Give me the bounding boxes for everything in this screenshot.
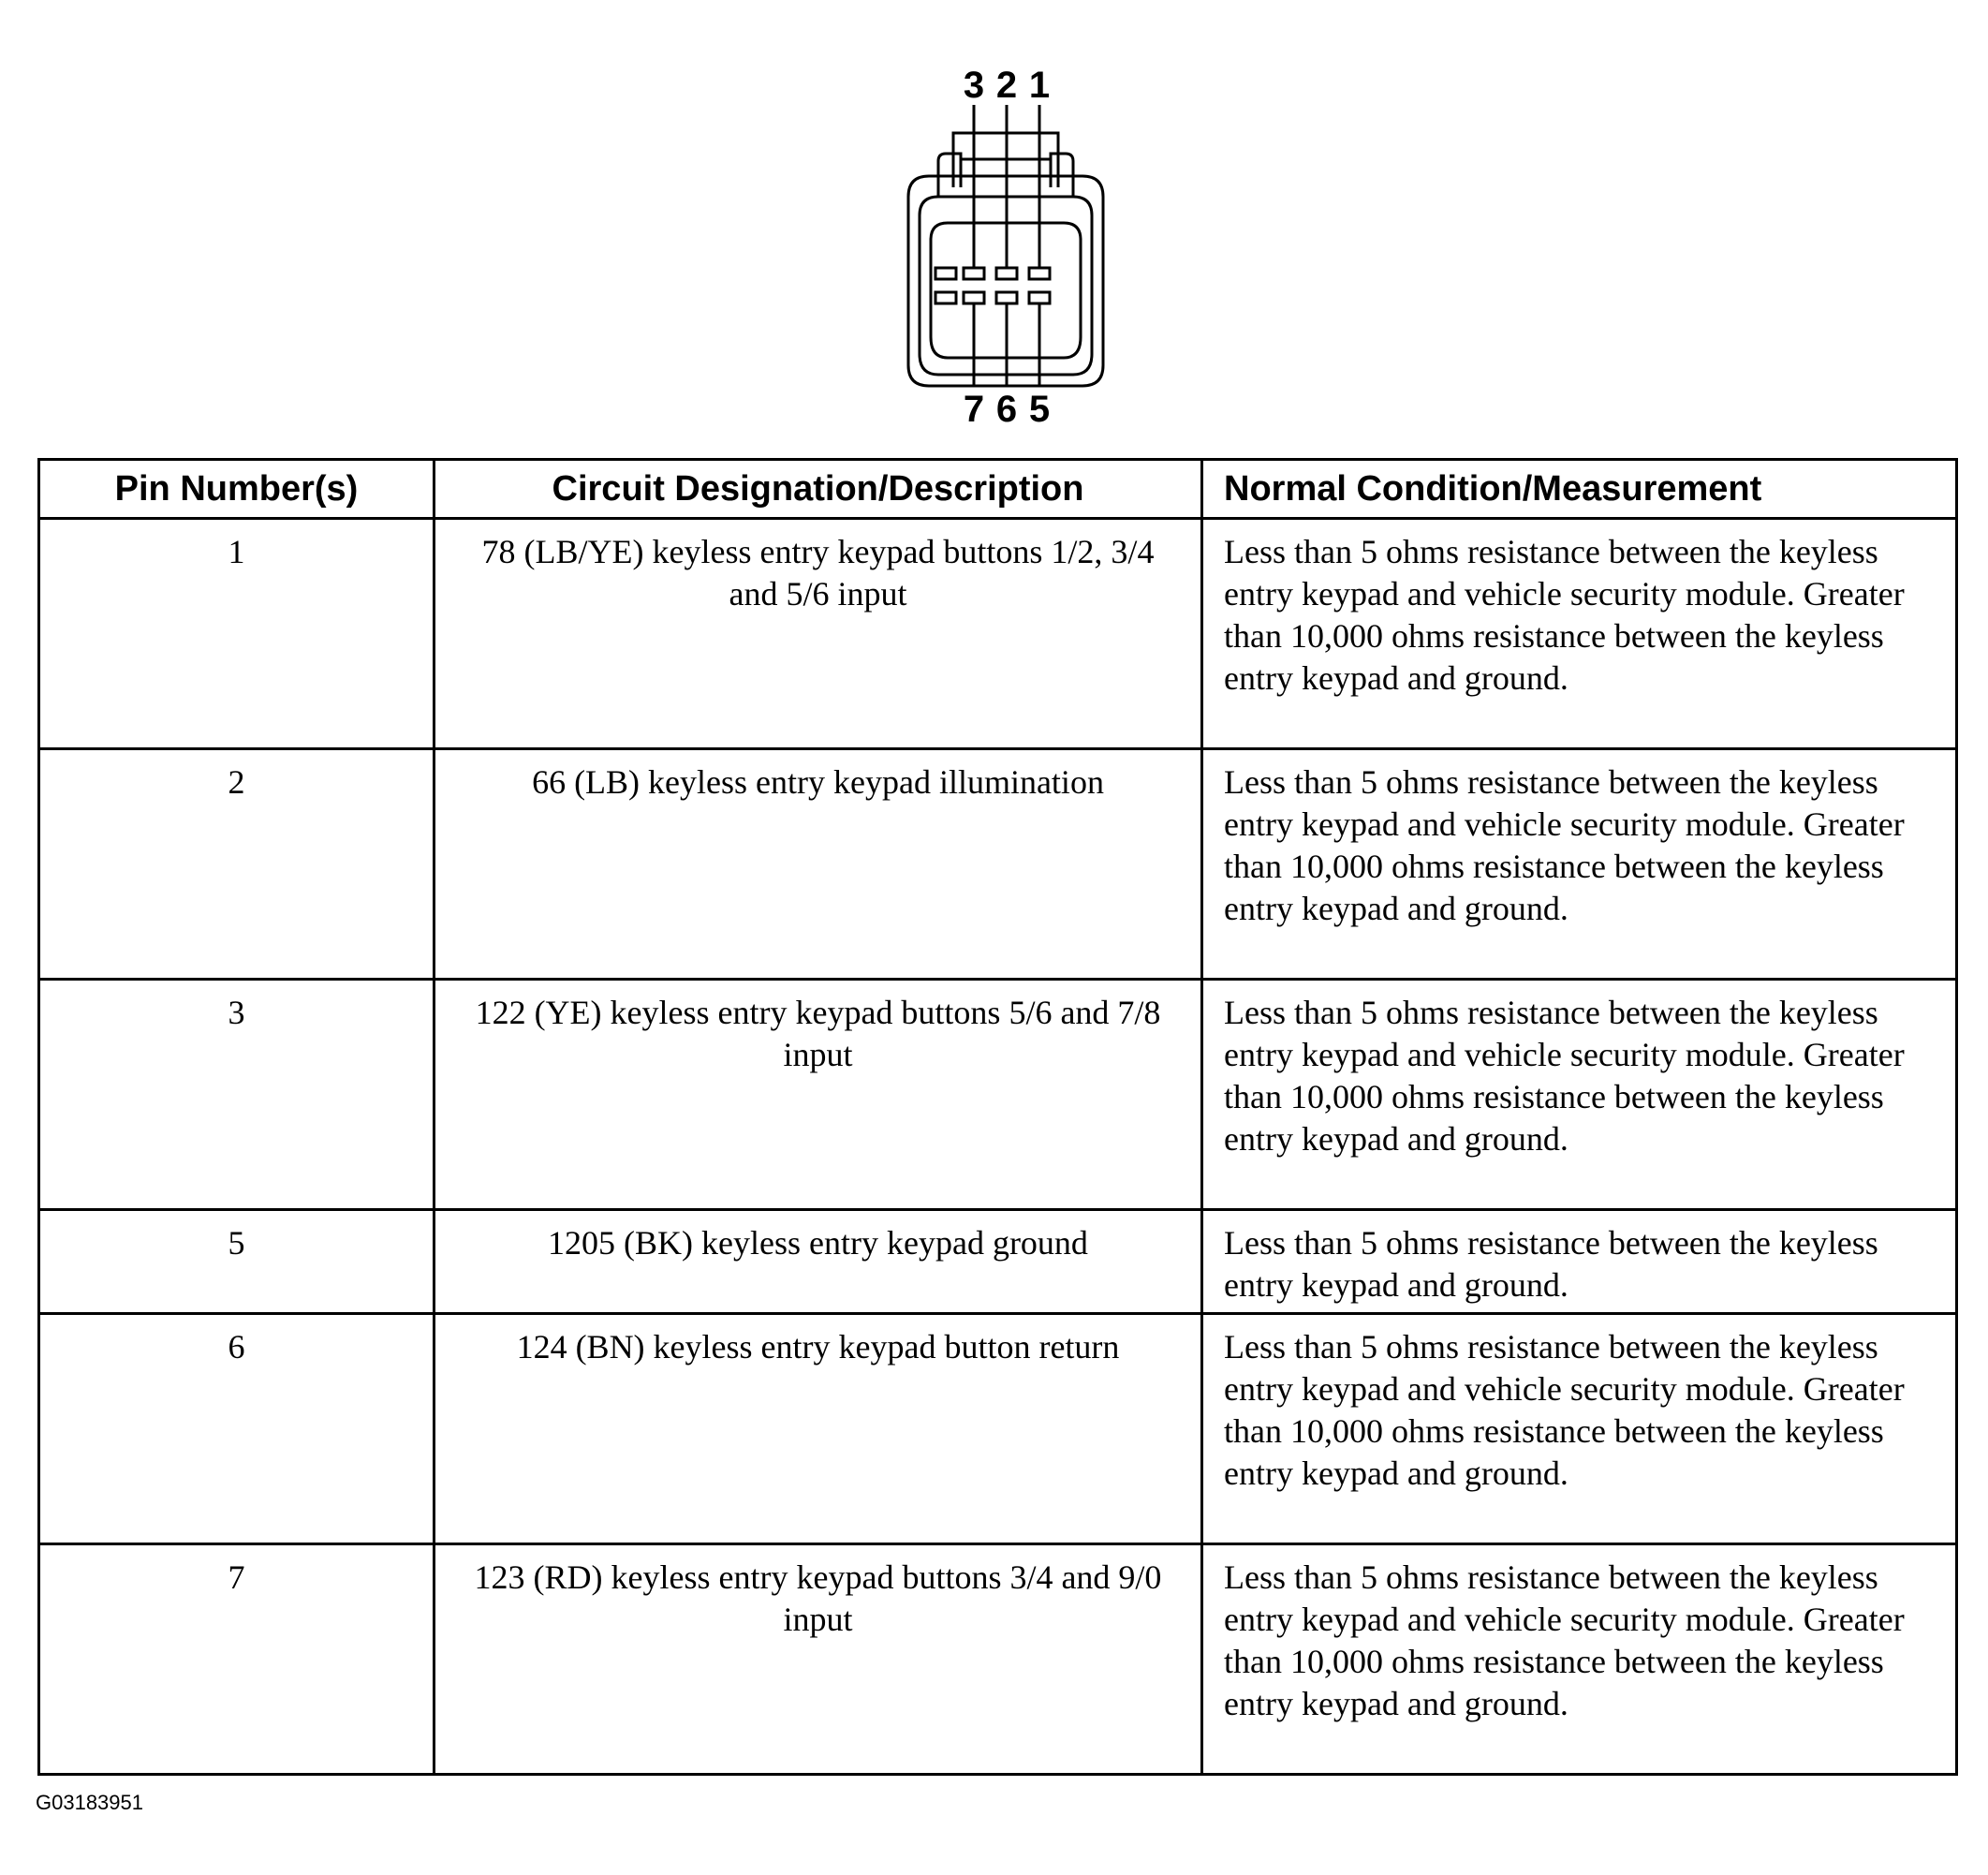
- connector-diagram: [871, 56, 1114, 440]
- pin-label-2: 2: [995, 65, 1018, 106]
- circuit-description-cell: 78 (LB/YE) keyless entry keypad buttons 1/2, 3/4 and 5/6 input: [434, 519, 1202, 749]
- pin-label-1: 1: [1028, 65, 1051, 106]
- pin-number-cell: 7: [39, 1544, 434, 1775]
- circuit-description-cell: 124 (BN) keyless entry keypad button return: [434, 1314, 1202, 1544]
- circuit-description-cell: 1205 (BK) keyless entry keypad ground: [434, 1210, 1202, 1314]
- pin-cavities: [935, 268, 1050, 303]
- table-row: [39, 1544, 1957, 1775]
- pin-label-6: 6: [995, 389, 1018, 430]
- table-header-row: [39, 460, 1957, 519]
- table-row: [39, 980, 1957, 1210]
- table-row: [39, 1314, 1957, 1544]
- measurement-cell: Less than 5 ohms resistance between the keyless entry keypad and vehicle security module. Greater than 10,000 ohms resistance between the keyless entry keypad and ground.: [1202, 980, 1957, 1210]
- pin-label-7: 7: [963, 389, 985, 430]
- header-circuit-description: Circuit Designation/Description: [434, 460, 1202, 519]
- pin-number-cell: 2: [39, 749, 434, 980]
- measurement-cell: Less than 5 ohms resistance between the keyless entry keypad and vehicle security module. Greater than 10,000 ohms resistance between the keyless entry keypad and ground.: [1202, 1314, 1957, 1544]
- measurement-cell: Less than 5 ohms resistance between the keyless entry keypad and vehicle security module. Greater than 10,000 ohms resistance between the keyless entry keypad and ground.: [1202, 1544, 1957, 1775]
- circuit-description-cell: 66 (LB) keyless entry keypad illumination: [434, 749, 1202, 980]
- header-pin-numbers: Pin Number(s): [39, 460, 434, 519]
- measurement-cell: Less than 5 ohms resistance between the keyless entry keypad and vehicle security module. Greater than 10,000 ohms resistance between the keyless entry keypad and ground.: [1202, 749, 1957, 980]
- header-normal-condition: Normal Condition/Measurement: [1202, 460, 1957, 519]
- pin-table: [37, 458, 1958, 1776]
- pin-number-cell: 1: [39, 519, 434, 749]
- pin-label-5: 5: [1028, 389, 1051, 430]
- pin-label-3: 3: [963, 65, 985, 106]
- pin-leader-lines: [974, 105, 1039, 386]
- pin-number-cell: 6: [39, 1314, 434, 1544]
- table-row: [39, 519, 1957, 749]
- measurement-cell: Less than 5 ohms resistance between the keyless entry keypad and ground.: [1202, 1210, 1957, 1314]
- measurement-cell: Less than 5 ohms resistance between the keyless entry keypad and vehicle security module. Greater than 10,000 ohms resistance between the keyless entry keypad and ground.: [1202, 519, 1957, 749]
- table-row: [39, 1210, 1957, 1314]
- pin-number-cell: 3: [39, 980, 434, 1210]
- figure-id: G03183951: [36, 1791, 143, 1814]
- table-row: [39, 749, 1957, 980]
- pin-number-cell: 5: [39, 1210, 434, 1314]
- circuit-description-cell: 123 (RD) keyless entry keypad buttons 3/4 and 9/0 input: [434, 1544, 1202, 1775]
- circuit-description-cell: 122 (YE) keyless entry keypad buttons 5/6 and 7/8 input: [434, 980, 1202, 1210]
